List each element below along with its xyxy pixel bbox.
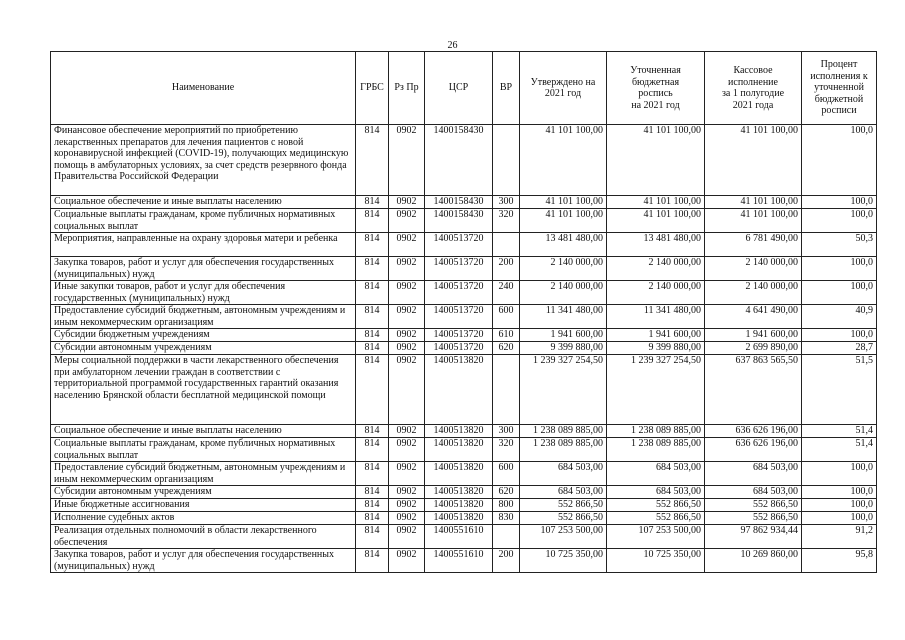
- cell-rzpr: 0902: [389, 196, 425, 209]
- cell-rzpr: 0902: [389, 257, 425, 281]
- cell-csr: 1400513720: [425, 342, 493, 355]
- cell-name: Меры социальной поддержки в части лекарственного обеспечения при амбулаторном лечении граждан в соответствии с территориальной программой государственных гарантий оказания населению Брянской области бесплатной медицинской помощи: [51, 355, 356, 425]
- cell-grbs: 814: [356, 549, 389, 573]
- table-row: [51, 549, 877, 573]
- cell-refined: 2 140 000,00: [607, 281, 705, 305]
- cell-name: Иные закупки товаров, работ и услуг для обеспечения государственных (муниципальных) нужд: [51, 281, 356, 305]
- cell-percent: 100,0: [802, 499, 877, 512]
- cell-rzpr: 0902: [389, 438, 425, 462]
- header-rzpr: Рз Пр: [389, 52, 425, 125]
- cell-approved: 2 140 000,00: [520, 281, 607, 305]
- cell-cash: 636 626 196,00: [705, 438, 802, 462]
- cell-vr: 620: [493, 342, 520, 355]
- cell-name: Исполнение судебных актов: [51, 512, 356, 525]
- header-vr: ВР: [493, 52, 520, 125]
- header-percent: Процент исполнения к уточненной бюджетной росписи: [802, 52, 877, 125]
- table-row: [51, 329, 877, 342]
- table-row: [51, 125, 877, 196]
- cell-cash: 1 941 600,00: [705, 329, 802, 342]
- cell-vr: 200: [493, 257, 520, 281]
- cell-cash: 2 140 000,00: [705, 257, 802, 281]
- cell-percent: 40,9: [802, 305, 877, 329]
- cell-approved: 552 866,50: [520, 499, 607, 512]
- cell-approved: 1 239 327 254,50: [520, 355, 607, 425]
- cell-rzpr: 0902: [389, 549, 425, 573]
- cell-approved: 1 941 600,00: [520, 329, 607, 342]
- page-number: 26: [447, 40, 458, 51]
- table-row: [51, 196, 877, 209]
- cell-csr: 1400513820: [425, 499, 493, 512]
- cell-name: Предоставление субсидий бюджетным, автономным учреждениям и иным некоммерческим организациям: [51, 305, 356, 329]
- cell-refined: 684 503,00: [607, 462, 705, 486]
- cell-grbs: 814: [356, 329, 389, 342]
- budget-table: [50, 51, 877, 573]
- cell-vr: 600: [493, 462, 520, 486]
- cell-rzpr: 0902: [389, 329, 425, 342]
- table-row: [51, 462, 877, 486]
- cell-name: Субсидии автономным учреждениям: [51, 342, 356, 355]
- cell-csr: 1400513820: [425, 462, 493, 486]
- cell-grbs: 814: [356, 125, 389, 196]
- cell-cash: 684 503,00: [705, 486, 802, 499]
- cell-csr: 1400513820: [425, 438, 493, 462]
- cell-csr: 1400513720: [425, 281, 493, 305]
- cell-grbs: 814: [356, 525, 389, 549]
- cell-vr: 610: [493, 329, 520, 342]
- cell-approved: 1 238 089 885,00: [520, 425, 607, 438]
- cell-csr: 1400513820: [425, 486, 493, 499]
- cell-cash: 10 269 860,00: [705, 549, 802, 573]
- cell-percent: 28,7: [802, 342, 877, 355]
- cell-grbs: 814: [356, 355, 389, 425]
- cell-name: Социальное обеспечение и иные выплаты населению: [51, 425, 356, 438]
- cell-name: Социальные выплаты гражданам, кроме публичных нормативных социальных выплат: [51, 209, 356, 233]
- cell-refined: 552 866,50: [607, 512, 705, 525]
- cell-vr: 240: [493, 281, 520, 305]
- cell-grbs: 814: [356, 512, 389, 525]
- cell-name: Иные бюджетные ассигнования: [51, 499, 356, 512]
- cell-vr: 300: [493, 196, 520, 209]
- cell-grbs: 814: [356, 425, 389, 438]
- cell-name: Субсидии бюджетным учреждениям: [51, 329, 356, 342]
- cell-cash: 684 503,00: [705, 462, 802, 486]
- cell-vr: 620: [493, 486, 520, 499]
- cell-grbs: 814: [356, 342, 389, 355]
- cell-refined: 1 239 327 254,50: [607, 355, 705, 425]
- cell-refined: 11 341 480,00: [607, 305, 705, 329]
- cell-refined: 41 101 100,00: [607, 196, 705, 209]
- table-row: [51, 438, 877, 462]
- table-row: [51, 281, 877, 305]
- cell-csr: 1400513720: [425, 257, 493, 281]
- cell-cash: 2 699 890,00: [705, 342, 802, 355]
- cell-percent: 91,2: [802, 525, 877, 549]
- table-row: [51, 512, 877, 525]
- cell-rzpr: 0902: [389, 462, 425, 486]
- cell-approved: 41 101 100,00: [520, 125, 607, 196]
- cell-approved: 10 725 350,00: [520, 549, 607, 573]
- cell-name: Социальные выплаты гражданам, кроме публичных нормативных социальных выплат: [51, 438, 356, 462]
- table-row: [51, 499, 877, 512]
- cell-approved: 684 503,00: [520, 486, 607, 499]
- cell-approved: 552 866,50: [520, 512, 607, 525]
- cell-rzpr: 0902: [389, 305, 425, 329]
- cell-rzpr: 0902: [389, 209, 425, 233]
- cell-name: Реализация отдельных полномочий в области лекарственного обеспечения: [51, 525, 356, 549]
- cell-refined: 1 238 089 885,00: [607, 438, 705, 462]
- cell-rzpr: 0902: [389, 233, 425, 257]
- cell-name: Финансовое обеспечение мероприятий по приобретению лекарственных препаратов для лечения пациентов с новой коронавирусной инфекцией (COVID-19), получающих медицинскую помощь в амбулаторных условиях, за счет средств резервного фонда Правительства Российской Федерации: [51, 125, 356, 196]
- cell-percent: 51,4: [802, 438, 877, 462]
- header-csr: ЦСР: [425, 52, 493, 125]
- cell-grbs: 814: [356, 486, 389, 499]
- cell-approved: 107 253 500,00: [520, 525, 607, 549]
- cell-csr: 1400513820: [425, 512, 493, 525]
- cell-approved: 684 503,00: [520, 462, 607, 486]
- cell-rzpr: 0902: [389, 512, 425, 525]
- cell-refined: 2 140 000,00: [607, 257, 705, 281]
- cell-cash: 552 866,50: [705, 512, 802, 525]
- cell-csr: 1400158430: [425, 209, 493, 233]
- cell-name: Закупка товаров, работ и услуг для обеспечения государственных (муниципальных) нужд: [51, 257, 356, 281]
- cell-rzpr: 0902: [389, 125, 425, 196]
- cell-vr: 830: [493, 512, 520, 525]
- cell-rzpr: 0902: [389, 281, 425, 305]
- cell-percent: 50,3: [802, 233, 877, 257]
- cell-grbs: 814: [356, 281, 389, 305]
- header-approved: Утверждено на 2021 год: [520, 52, 607, 125]
- cell-csr: 1400551610: [425, 525, 493, 549]
- cell-percent: 100,0: [802, 329, 877, 342]
- cell-percent: 100,0: [802, 209, 877, 233]
- cell-cash: 2 140 000,00: [705, 281, 802, 305]
- cell-rzpr: 0902: [389, 342, 425, 355]
- cell-vr: 300: [493, 425, 520, 438]
- cell-cash: 636 626 196,00: [705, 425, 802, 438]
- cell-grbs: 814: [356, 233, 389, 257]
- cell-csr: 1400513720: [425, 329, 493, 342]
- cell-approved: 1 238 089 885,00: [520, 438, 607, 462]
- cell-grbs: 814: [356, 209, 389, 233]
- cell-percent: 100,0: [802, 462, 877, 486]
- cell-vr: [493, 525, 520, 549]
- cell-rzpr: 0902: [389, 486, 425, 499]
- cell-csr: 1400513820: [425, 355, 493, 425]
- cell-percent: 51,5: [802, 355, 877, 425]
- cell-percent: 100,0: [802, 486, 877, 499]
- cell-vr: 320: [493, 209, 520, 233]
- cell-approved: 9 399 880,00: [520, 342, 607, 355]
- cell-vr: 200: [493, 549, 520, 573]
- cell-csr: 1400513720: [425, 305, 493, 329]
- cell-refined: 107 253 500,00: [607, 525, 705, 549]
- cell-approved: 2 140 000,00: [520, 257, 607, 281]
- cell-refined: 552 866,50: [607, 499, 705, 512]
- table-row: [51, 209, 877, 233]
- cell-approved: 13 481 480,00: [520, 233, 607, 257]
- cell-refined: 1 941 600,00: [607, 329, 705, 342]
- cell-vr: 600: [493, 305, 520, 329]
- cell-name: Мероприятия, направленные на охрану здоровья матери и ребенка: [51, 233, 356, 257]
- header-grbs: ГРБС: [356, 52, 389, 125]
- cell-grbs: 814: [356, 305, 389, 329]
- cell-vr: 800: [493, 499, 520, 512]
- cell-refined: 41 101 100,00: [607, 125, 705, 196]
- cell-cash: 41 101 100,00: [705, 196, 802, 209]
- cell-name: Субсидии автономным учреждениям: [51, 486, 356, 499]
- header-cash: Кассовое исполнение за 1 полугодие 2021 года: [705, 52, 802, 125]
- header-name: Наименование: [51, 52, 356, 125]
- table-row: [51, 425, 877, 438]
- cell-percent: 95,8: [802, 549, 877, 573]
- cell-vr: [493, 233, 520, 257]
- cell-approved: 41 101 100,00: [520, 196, 607, 209]
- table-row: [51, 233, 877, 257]
- cell-percent: 100,0: [802, 512, 877, 525]
- cell-vr: [493, 355, 520, 425]
- cell-refined: 684 503,00: [607, 486, 705, 499]
- cell-refined: 13 481 480,00: [607, 233, 705, 257]
- cell-csr: 1400513720: [425, 233, 493, 257]
- cell-approved: 41 101 100,00: [520, 209, 607, 233]
- cell-vr: [493, 125, 520, 196]
- cell-rzpr: 0902: [389, 525, 425, 549]
- cell-grbs: 814: [356, 257, 389, 281]
- cell-cash: 41 101 100,00: [705, 209, 802, 233]
- table-row: [51, 257, 877, 281]
- cell-percent: 100,0: [802, 281, 877, 305]
- cell-cash: 97 862 934,44: [705, 525, 802, 549]
- cell-csr: 1400158430: [425, 125, 493, 196]
- header-refined: Уточненная бюджетная роспись на 2021 год: [607, 52, 705, 125]
- cell-vr: 320: [493, 438, 520, 462]
- cell-percent: 100,0: [802, 125, 877, 196]
- cell-grbs: 814: [356, 196, 389, 209]
- cell-cash: 41 101 100,00: [705, 125, 802, 196]
- cell-rzpr: 0902: [389, 425, 425, 438]
- table-row: [51, 486, 877, 499]
- table-row: [51, 355, 877, 425]
- cell-name: Предоставление субсидий бюджетным, автономным учреждениям и иным некоммерческим организациям: [51, 462, 356, 486]
- cell-cash: 6 781 490,00: [705, 233, 802, 257]
- table-row: [51, 305, 877, 329]
- cell-grbs: 814: [356, 499, 389, 512]
- cell-refined: 1 238 089 885,00: [607, 425, 705, 438]
- cell-cash: 637 863 565,50: [705, 355, 802, 425]
- table-header-row: [51, 52, 877, 125]
- cell-name: Социальное обеспечение и иные выплаты населению: [51, 196, 356, 209]
- cell-rzpr: 0902: [389, 499, 425, 512]
- cell-refined: 10 725 350,00: [607, 549, 705, 573]
- cell-approved: 11 341 480,00: [520, 305, 607, 329]
- cell-csr: 1400158430: [425, 196, 493, 209]
- cell-csr: 1400551610: [425, 549, 493, 573]
- cell-grbs: 814: [356, 438, 389, 462]
- cell-grbs: 814: [356, 462, 389, 486]
- cell-rzpr: 0902: [389, 355, 425, 425]
- cell-refined: 41 101 100,00: [607, 209, 705, 233]
- cell-refined: 9 399 880,00: [607, 342, 705, 355]
- cell-percent: 100,0: [802, 196, 877, 209]
- table-row: [51, 525, 877, 549]
- cell-cash: 552 866,50: [705, 499, 802, 512]
- cell-name: Закупка товаров, работ и услуг для обеспечения государственных (муниципальных) нужд: [51, 549, 356, 573]
- cell-percent: 51,4: [802, 425, 877, 438]
- cell-csr: 1400513820: [425, 425, 493, 438]
- table-row: [51, 342, 877, 355]
- cell-cash: 4 641 490,00: [705, 305, 802, 329]
- cell-percent: 100,0: [802, 257, 877, 281]
